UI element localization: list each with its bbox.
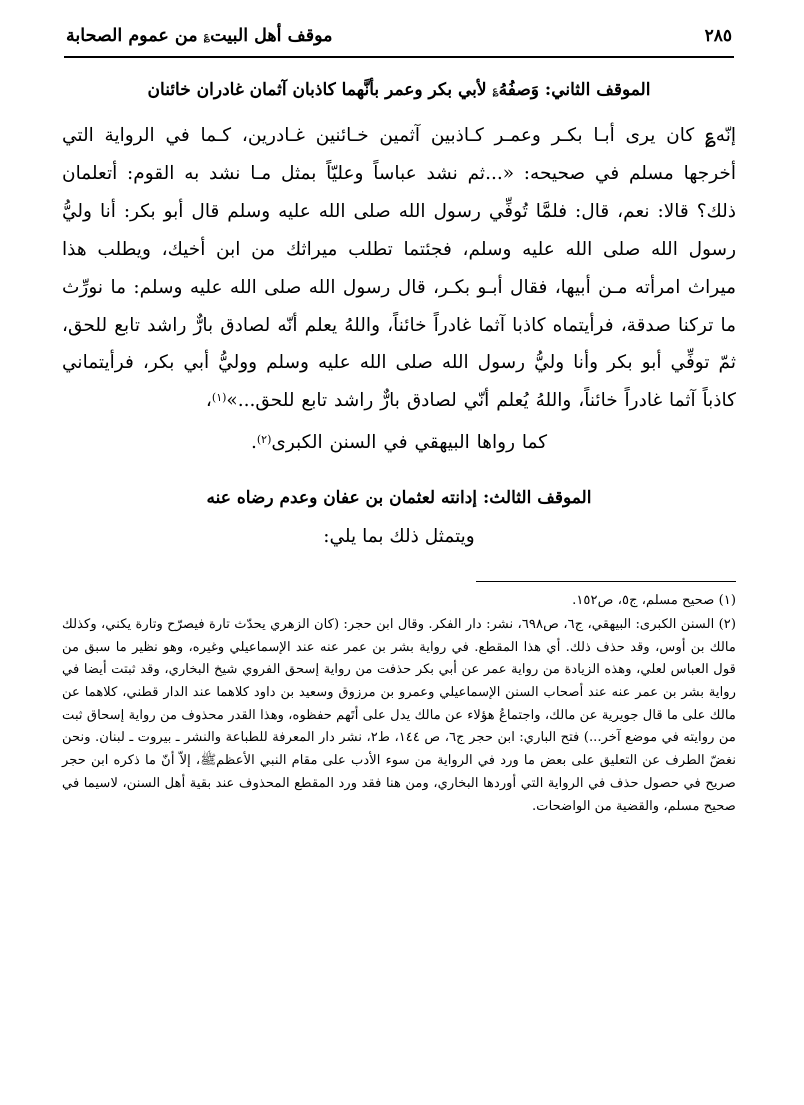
paragraph-bayhaqi-text: كما رواها البيهقي في السنن الكبرى <box>271 432 548 454</box>
header-divider <box>64 56 734 58</box>
footnote-1 <box>62 590 736 613</box>
paragraph-bayhaqi <box>62 424 736 462</box>
page-header <box>62 26 736 46</box>
page-number: ٢٨٥ <box>704 26 732 46</box>
paragraph-bayhaqi-tail: . <box>250 432 257 454</box>
header-title <box>66 26 333 46</box>
footnote-2 <box>62 614 736 818</box>
paragraph-main <box>62 117 736 420</box>
honorific-icon: ؏ <box>492 84 499 96</box>
heading-text-after: لأبي بكر وعمر بأنَّهما كاذبان آثمان غادران خائنان <box>147 80 487 100</box>
footnote-1-marker: (١) <box>718 593 736 609</box>
page-content <box>62 76 736 547</box>
paragraph-intro-list: ويتمثل ذلك بما يلي: <box>323 526 475 548</box>
honorific-icon: ؏ <box>203 29 211 42</box>
footnote-ref-2[interactable]: (٢) <box>256 433 272 447</box>
footnote-divider <box>476 581 736 582</box>
footnote-1-text: صحيح مسلم، ج٥، ص١٥٢. <box>572 593 715 609</box>
paragraph-main-tail: ، <box>205 390 212 412</box>
header-title-after: من عموم الصحابة <box>66 26 198 46</box>
footnote-2-marker: (٢) <box>718 616 736 632</box>
footnotes-section <box>62 590 736 818</box>
section-heading-second-stance <box>62 76 736 105</box>
heading-text-before: الموقف الثاني: وَصفُهُ <box>498 80 651 100</box>
section-heading-third-stance: الموقف الثالث: إدانته لعثمان بن عفان وعدم رضاه عنه <box>206 488 592 509</box>
footnote-ref-1[interactable]: (١) <box>211 391 227 405</box>
footnote-2-text: السنن الكبرى: البيهقي، ج٦، ص٦٩٨، نشر: دار الفكر. وقال ابن حجر: (كان الزهري يحدّث تارة فيصرّح وتارة يكني، وكذلك مالك بن أوس، وقد حذف ذلك. أي هذا المقطع. في رواية بشر بن عمر عنه عند الإسماعيلي وغيره، وهو نظير ما سبق من قول العباس لعلي، وهذه الزيادة من رواية عمر عن أبي بكر حذفت من رواية إسحق الفروي شيخ البخاري، وقد ثبتت أيضا في رواية بشر بن عمر عنه عند أصحاب السنن الإسماعيلي وعمرو بن مرزوق وسعيد بن داود كلاهما عند الدار قطني، كلاهما عن مالك على ما قال جويرية عن مالك، واجتماعُ هؤلاء عن مالك يدل على أتَهم حفظوه، وهذا القدر محذوف من رواية إسحاق ثبت من روايته في موضع آخر...) فتح الباري: ابن حجر ج٦، ص ١٤٤، ط٢، نشر دار المعرفة للطباعة والنشر ـ بيروت ـ لبنان. ونحن نغضّ الطرف عن التعليق على بعض ما ورد في الرواية من سوء الأدب على مقام النبي الأعظمﷺ، إلاّ أنّ ما ذكره ابن حجر صريح في حصول حذف في الرواية التي أوردها البخاري، ومن هنا فقد ورد المقطع المحذوف عند بقية أهل السنن، لاسيما في صحيح مسلم، والقضية من الواضحات. <box>62 616 736 814</box>
header-title-before: موقف أهل البيت <box>210 26 333 46</box>
paragraph-main-text: إنّه؏ كان يرى أبـا بكـر وعمـر كـاذبين آثمين خـائنين غـادرين، كـما في الرواية التي أخرجها مسلم في صحيحه: «...ثم نشد عباساً وعليّاً بمثل مـا نشد به القوم: أتعلمان ذلك؟ قالا: نعم، قال: فلمَّا تُوفِّي رسول الله صلى الله عليه وسلم قال أبو بكر: أنا وليُّ رسول الله صلى الله عليه وسلم، فجئتما تطلب ميراثك من ابن أخيك، ويطلب هذا ميراث امرأته مـن أبيها، فقال أبـو بكـر، قال رسول الله صلى الله عليه وسلم: ما نورِّث ما تركنا صدقة، فرأيتماه كاذبا آثما غادراً خائناً، واللهُ يعلم أنّه لصادق بارٌّ راشد تابع للحق، ثمّ توفِّي أبو بكر وأنا وليُّ رسول الله صلى الله عليه وسلم ووليُّ أبي بكر، فرأيتماني كاذباً آثما غادراً خائناً، واللهُ يُعلم أنّي لصادق بارٌّ راشد تابع للحق...» <box>62 124 736 412</box>
